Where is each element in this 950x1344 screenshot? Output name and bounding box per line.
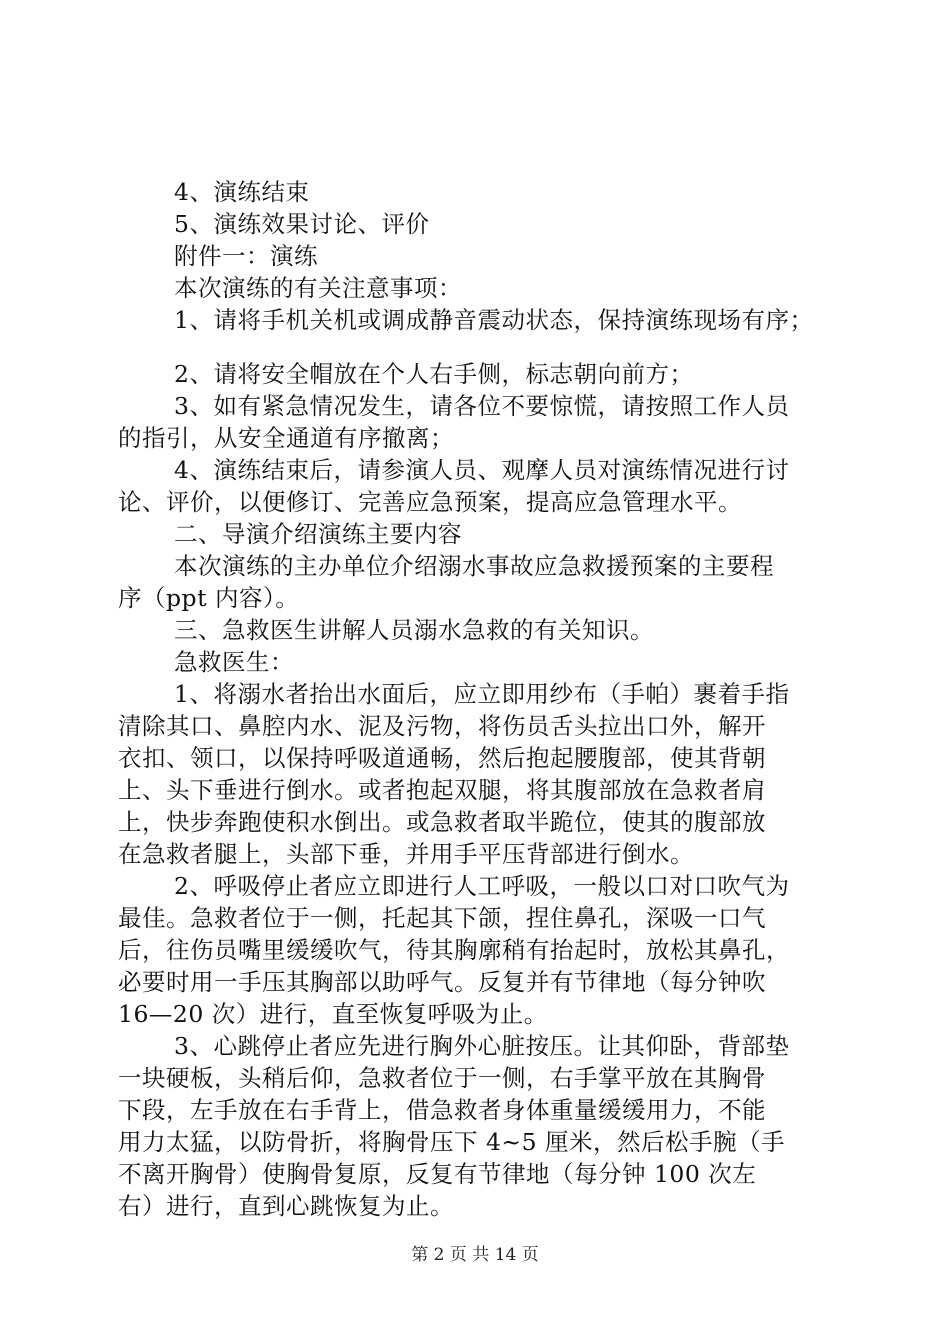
text-line: 本次演练的有关注意事项： — [174, 274, 462, 302]
text-line: 三、急救医生讲解人员溺水急救的有关知识。 — [174, 616, 654, 644]
text-line: 16—20 次）进行，直至恢复呼吸为止。 — [118, 1000, 548, 1028]
text-line: 论、评价，以便修订、完善应急预案，提高应急管理水平。 — [118, 488, 742, 516]
text-line: 的指引，从安全通道有序撤离； — [118, 424, 454, 452]
text-line: 在急救者腿上，头部下垂，并用手平压背部进行倒水。 — [118, 840, 694, 868]
text-line: 急救医生： — [174, 648, 294, 676]
text-line: 二、导演介绍演练主要内容 — [174, 520, 462, 548]
text-line: 序（ppt 内容）。 — [118, 584, 300, 612]
text-line: 5、演练效果讨论、评价 — [174, 210, 430, 238]
text-line: 2、请将安全帽放在个人右手侧，标志朝向前方； — [174, 360, 694, 388]
text-line: 清除其口、鼻腔内水、泥及污物，将伤员舌头拉出口外，解开 — [118, 712, 766, 740]
blank-line — [118, 336, 838, 358]
text-line: 下段，左手放在右手背上，借急救者身体重量缓缓用力，不能 — [118, 1096, 766, 1124]
page-footer: 第 2 页 共 14 页 — [411, 1245, 539, 1265]
text-line: 4、演练结束后，请参演人员、观摩人员对演练情况进行讨 — [174, 456, 790, 484]
text-line: 1、将溺水者抬出水面后，应立即用纱布（手帕）裹着手指 — [174, 680, 790, 708]
text-line: 必要时用一手压其胸部以助呼气。反复并有节律地（每分钟吹 — [118, 968, 766, 996]
text-line: 右）进行，直到心跳恢复为止。 — [118, 1192, 454, 1220]
text-line: 衣扣、领口，以保持呼吸道通畅，然后抱起腰腹部，使其背朝 — [118, 744, 766, 772]
text-line: 1、请将手机关机或调成静音震动状态，保持演练现场有序； — [174, 306, 814, 334]
text-line: 附件一：演练 — [174, 242, 318, 270]
text-line: 上、头下垂进行倒水。或者抱起双腿，将其腹部放在急救者肩 — [118, 776, 766, 804]
text-line: 2、呼吸停止者应立即进行人工呼吸，一般以口对口吹气为 — [174, 872, 790, 900]
text-line: 3、心跳停止者应先进行胸外心脏按压。让其仰卧，背部垫 — [174, 1032, 790, 1060]
text-line: 不离开胸骨）使胸骨复原，反复有节律地（每分钟 100 次左 — [118, 1160, 757, 1188]
text-line: 3、如有紧急情况发生，请各位不要惊慌，请按照工作人员 — [174, 392, 790, 420]
text-line: 本次演练的主办单位介绍溺水事故应急救援预案的主要程 — [174, 552, 774, 580]
document-body — [118, 176, 838, 1222]
text-line: 后，往伤员嘴里缓缓吹气，待其胸廓稍有抬起时，放松其鼻孔， — [118, 936, 790, 964]
text-line: 一块硬板，头稍后仰，急救者位于一侧，右手掌平放在其胸骨 — [118, 1064, 766, 1092]
text-line: 最佳。急救者位于一侧，托起其下颌，捏住鼻孔，深吸一口气 — [118, 904, 766, 932]
text-line: 4、演练结束 — [174, 178, 310, 206]
text-line: 用力太猛，以防骨折，将胸骨压下 4~5 厘米，然后松手腕（手 — [118, 1128, 786, 1156]
text-line: 上，快步奔跑使积水倒出。或急救者取半跪位，使其的腹部放 — [118, 808, 766, 836]
